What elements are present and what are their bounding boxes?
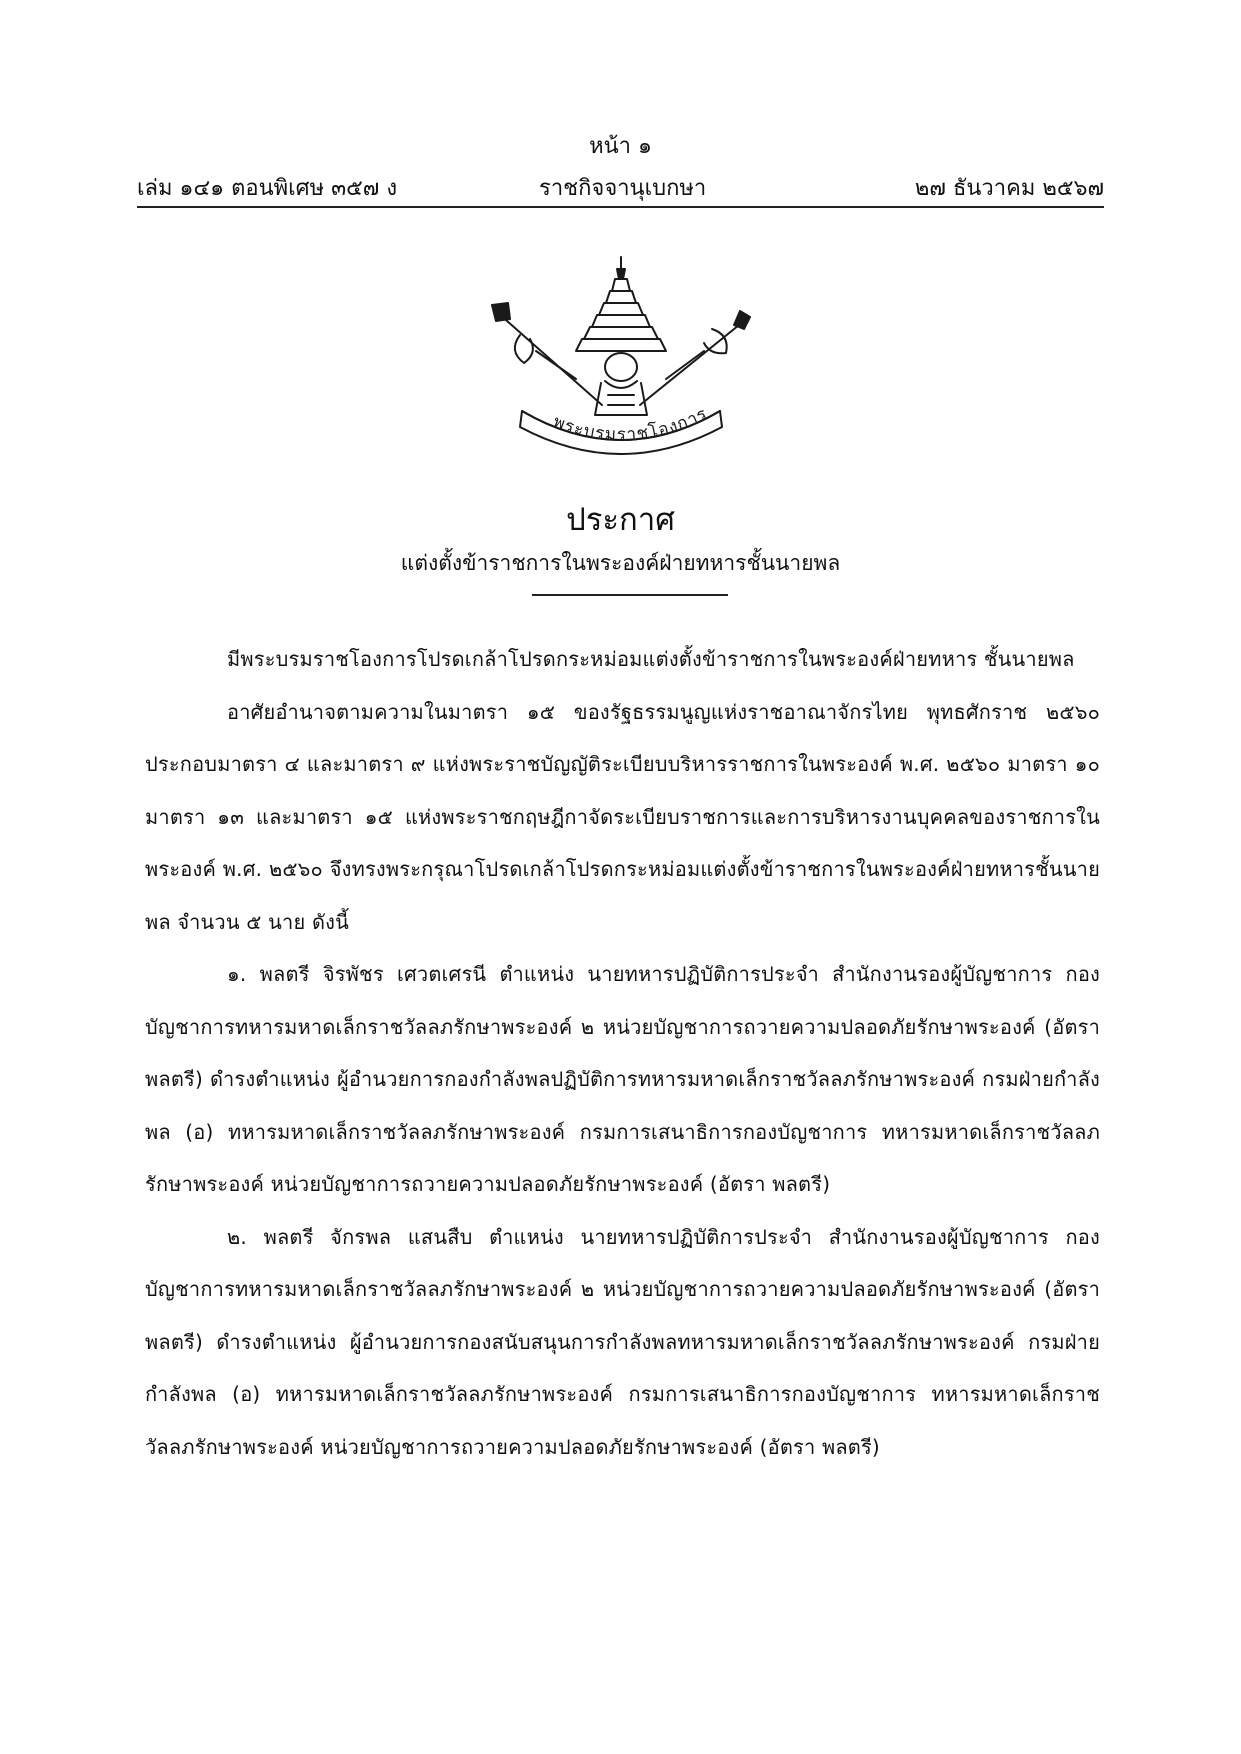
paragraph-authority: อาศัยอำนาจตามความในมาตรา ๑๕ ของรัฐธรรมนูญแห่งราชอาณาจักรไทย พุทธศักราช ๒๕๖๐ ประกอบมาตรา ๔ และมาตรา ๙ แห่งพระราชบัญญัติระเบียบบริหารราชการในพระองค์ พ.ศ. ๒๕๖๐ มาตรา ๑๐ มาตรา ๑๓ และมาตรา ๑๕ แห่งพระราชกฤษฎีกาจัดระเบียบราชการและการบริหารงานบุคคลของราชการในพระองค์ พ.ศ. ๒๕๖๐ จึงทรงพระกรุณาโปรดเกล้าโปรดกระหม่อมแต่งตั้งข้าราชการในพระองค์ฝ่ายทหารชั้นนายพล จำนวน ๕ นาย ดังนี้: [145, 699, 1100, 934]
paragraph-appointment-1: ๑. พลตรี จิรพัชร เศวตเศรนี ตำแหน่ง นายทหารปฏิบัติการประจำ สำนักงานรองผู้บัญชาการ กองบัญชาการทหารมหาดเล็กราชวัลลภรักษาพระองค์ ๒ หน่วยบัญชาการถวายความปลอดภัยรักษาพระองค์ (อัตรา พลตรี) ดำรงตำแหน่ง ผู้อำนวยการกองกำลังพลปฏิบัติการทหารมหาดเล็กราชวัลลภรักษาพระองค์ กรมฝ่ายกำลังพล (อ) ทหารมหาดเล็กราชวัลลภรักษาพระองค์ กรมการเสนาธิการกองบัญชาการ ทหารมหาดเล็กราชวัลลภรักษาพระองค์ หน่วยบัญชาการถวายความปลอดภัยรักษาพระองค์ (อัตรา พลตรี): [145, 962, 1100, 1196]
page-number: หน้า ๑: [589, 134, 652, 159]
document-subtitle: แต่งตั้งข้าราชการในพระองค์ฝ่ายทหารชั้นนายพล: [400, 551, 841, 575]
royal-emblem-icon: [490, 255, 752, 455]
header-rule: [137, 206, 1104, 208]
volume-issue: เล่ม ๑๔๑ ตอนพิเศษ ๓๕๗ ง: [137, 176, 398, 201]
running-header: [137, 170, 1104, 206]
title-rule: [532, 594, 728, 596]
paragraph-preamble: มีพระบรมราชโองการโปรดเกล้าโปรดกระหม่อมแต่งตั้งข้าราชการในพระองค์ฝ่ายทหาร ชั้นนายพล: [227, 647, 1075, 671]
publication-name: ราชกิจจานุเบกษา: [539, 176, 707, 201]
publication-date: ๒๗ ธันวาคม ๒๕๖๗: [914, 176, 1104, 201]
document-title: ประกาศ: [566, 502, 675, 538]
emblem-inscription: พระบรมราชโองการ: [550, 403, 711, 446]
paragraph-appointment-2: ๒. พลตรี จักรพล แสนสืบ ตำแหน่ง นายทหารปฏิบัติการประจำ สำนักงานรองผู้บัญชาการ กองบัญชาการทหารมหาดเล็กราชวัลลภรักษาพระองค์ ๒ หน่วยบัญชาการถวายความปลอดภัยรักษาพระองค์ (อัตรา พลตรี) ดำรงตำแหน่ง ผู้อำนวยการกองสนับสนุนการกำลังพลทหารมหาดเล็กราชวัลลภรักษาพระองค์ กรมฝ่ายกำลังพล (อ) ทหารมหาดเล็กราชวัลลภรักษาพระองค์ กรมการเสนาธิการกองบัญชาการ ทหารมหาดเล็กราชวัลลภรักษาพระองค์ หน่วยบัญชาการถวายความปลอดภัยรักษาพระองค์ (อัตรา พลตรี): [145, 1224, 1100, 1459]
document-body: [145, 633, 1100, 1473]
